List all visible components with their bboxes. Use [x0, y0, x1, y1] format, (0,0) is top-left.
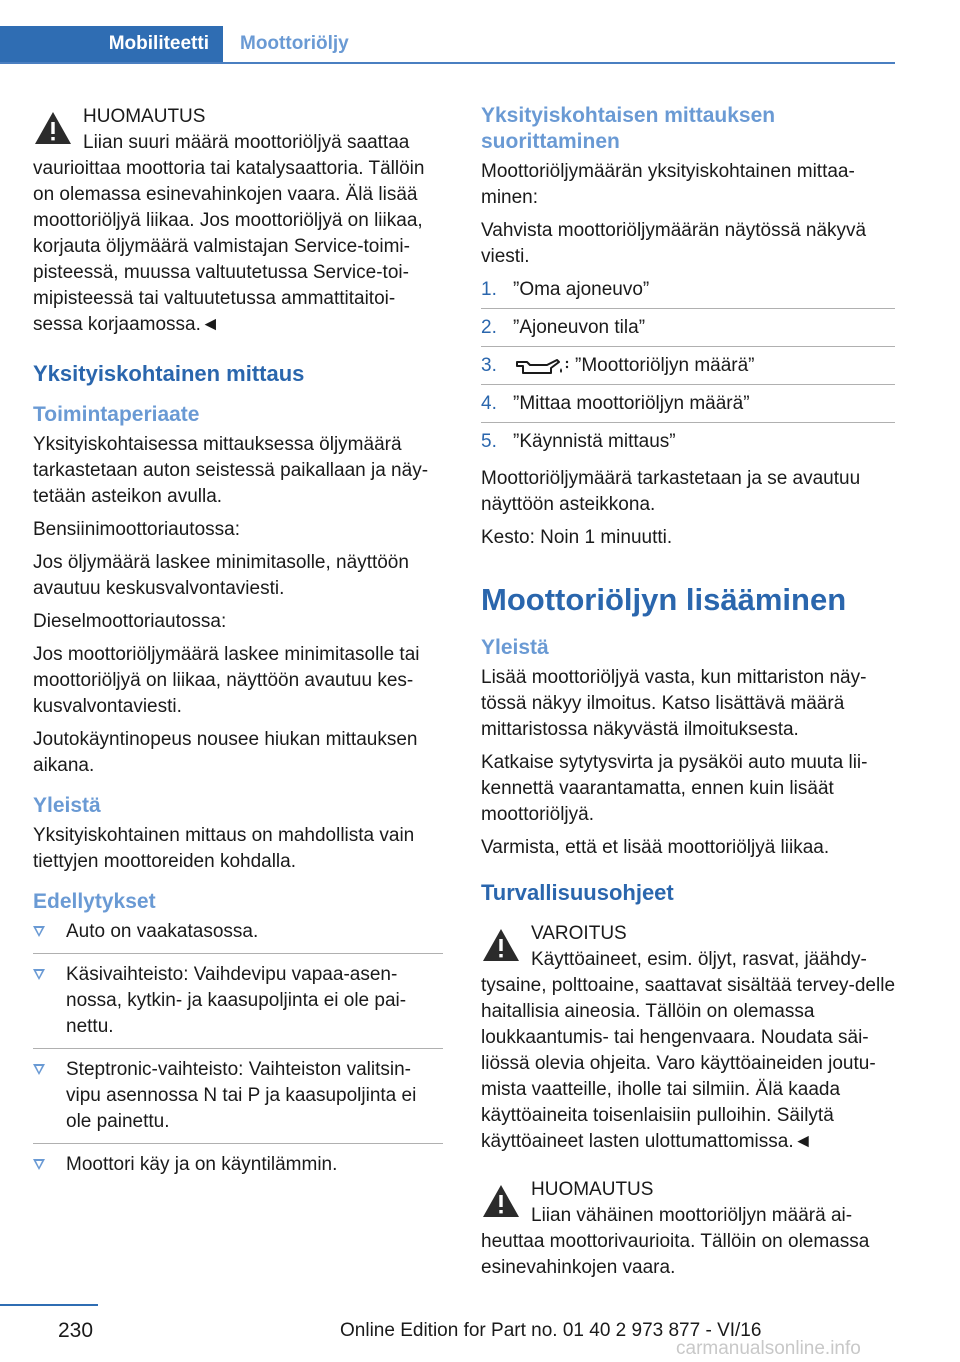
step-number: 4. [481, 393, 497, 414]
list-item-text: Moottori käy ja on käyntilämmin. [66, 1154, 338, 1175]
list-item [33, 962, 443, 1049]
warning-triangle-icon [481, 1183, 521, 1219]
step-text: ”Oma ajoneuvo” [513, 279, 650, 300]
paragraph: Varmista, että et lisää moottoriöljyä liikaa. [481, 837, 830, 858]
header-tabbar [0, 26, 895, 64]
list-item-text: Steptronic-vaihteisto: Vaihteiston valitsin-vipu asennossa N tai P ja kaasupoljinta ei ole painettu. [66, 1059, 417, 1132]
list-item [33, 919, 443, 954]
watermark: carmanualsonline.info [676, 1338, 861, 1359]
edition-text: Online Edition for Part no. 01 40 2 973 877 - VI/16 [340, 1320, 762, 1341]
paragraph: Dieselmoottoriautossa: [33, 611, 227, 632]
conditions-list [33, 919, 443, 1186]
warning-body: tysaine, polttoaine, saattavat sisältää tervey-delle haitallisia aineosia. Tällöin on olemassa loukkaantumis- tai hengenvaara. Noudata säi-liössä olevia ohjeita. Varo käyttöaineiden joutu-mista vaatteille, iholle tai silmiin. Älä kaada käyttöaineita toisenlaisiin pulloihin. Säilytä käyttöaineet lasten ulottumattomissa.◄ [481, 975, 896, 1152]
paragraph: Kesto: Noin 1 minuutti. [481, 527, 673, 548]
paragraph: Joutokäyntinopeus nousee hiukan mittauksen aikana. [33, 729, 418, 776]
paragraph: Moottoriöljymäärän yksityiskohtainen mittaa-minen: [481, 161, 855, 208]
notice-block [33, 100, 443, 338]
general-heading: Yleistä [33, 794, 101, 817]
step-text: ”Mittaa moottoriöljyn määrä” [513, 393, 750, 414]
general-heading: Yleistä [481, 636, 549, 659]
footer-rule [0, 1304, 98, 1306]
notice-title: HUOMAUTUS [83, 106, 206, 127]
notice-body: heuttaa moottorivaurioita. Tällöin on olemassa esinevahinkojen vaara. [481, 1231, 870, 1278]
step-text: ”Moottoriöljyn määrä” [575, 355, 755, 376]
notice-first-line: Liian suuri määrä moottoriöljyä saattaa [83, 132, 410, 153]
left-column [33, 100, 443, 1194]
list-item [33, 1152, 443, 1186]
paragraph: Jos moottoriöljymäärä laskee minimitasolle tai moottoriöljyä on liikaa, näyttöön avautuu kes-kusvalvontaviesti. [33, 644, 420, 717]
paragraph: Katkaise sytytysvirta ja pysäköi auto muuta lii-kennettä vaarantamatta, ennen kuin lisäät moottoriöljyä. [481, 752, 868, 825]
warning-triangle-icon [481, 927, 521, 963]
perform-heading: Yksityiskohtaisen mittauksen suorittaminen [481, 104, 776, 153]
step-text: ”Käynnistä mittaus” [513, 431, 676, 452]
steps-list [481, 277, 895, 460]
step-number: 5. [481, 431, 497, 452]
triangle-bullet-icon [33, 969, 45, 980]
paragraph: Lisää moottoriöljyä vasta, kun mittariston näy-tössä näkyy ilmoitus. Katso lisättävä määrä mittaristossa näkyvästä ilmoituksesta. [481, 667, 867, 740]
list-item-text: Auto on vaakatasossa. [66, 921, 259, 942]
step-number: 3. [481, 355, 497, 376]
warning-first-line: Käyttöaineet, esim. öljyt, rasvat, jäähdy- [531, 949, 867, 970]
step-number: 1. [481, 279, 497, 300]
oil-can-icon [513, 356, 569, 376]
page-number: 230 [58, 1319, 94, 1342]
step-item [481, 277, 895, 309]
notice-body: vaurioittaa moottoria tai katalysaattoria. Tällöin on olemassa esinevahinkojen vaara. Älä lisää moottoriöljyä liikaa. Jos moottoriöljyä on liikaa, korjauta öljymäärä valmistajan Service-toimi-pisteessä, muussa valtuutetussa Service-toi-mipisteessä tai valtuutetussa ammattitaitoi-sessa korjaamossa.◄ [33, 158, 425, 335]
right-column [481, 100, 895, 1289]
triangle-bullet-icon [33, 1064, 45, 1075]
paragraph: Yksityiskohtaisessa mittauksessa öljymäärä tarkastetaan auton seistessä paikallaan ja näy-tetään asteikon avulla. [33, 434, 429, 507]
principle-heading: Toimintaperiaate [33, 403, 200, 426]
step-number: 2. [481, 317, 497, 338]
conditions-heading: Edellytykset [33, 890, 156, 913]
tab-mobiliteetti[interactable]: Mobiliteetti [0, 26, 223, 62]
warning-block [481, 917, 895, 1155]
paragraph: Jos öljymäärä laskee minimitasolle, näyttöön avautuu keskusvalvontaviesti. [33, 552, 409, 599]
triangle-bullet-icon [33, 926, 45, 937]
tab-moottorioljy[interactable]: Moottoriöljy [240, 33, 349, 54]
notice-title: HUOMAUTUS [531, 1179, 654, 1200]
triangle-bullet-icon [33, 1159, 45, 1170]
list-item-text: Käsivaihteisto: Vaihdevipu vapaa-asen-nossa, kytkin- ja kaasupoljinta ei ole pai-nettu. [66, 964, 407, 1037]
step-text: ”Ajoneuvon tila” [513, 317, 646, 338]
notice-first-line: Liian vähäinen moottoriöljyn määrä ai- [531, 1205, 853, 1226]
step-item [481, 429, 895, 460]
step-item [481, 391, 895, 423]
list-item [33, 1057, 443, 1144]
paragraph: Moottoriöljymäärä tarkastetaan ja se avautuu näyttöön asteikkona. [481, 468, 861, 515]
paragraph: Bensiinimoottoriautossa: [33, 519, 240, 540]
safety-heading: Turvallisuusohjeet [481, 880, 674, 905]
step-item [481, 315, 895, 347]
notice-block [481, 1173, 895, 1281]
warning-triangle-icon [33, 110, 73, 146]
section-title: Yksityiskohtainen mittaus [33, 361, 305, 386]
paragraph: Vahvista moottoriöljymäärän näytössä näkyvä viesti. [481, 220, 867, 267]
main-heading: Moottoriöljyn lisääminen [481, 582, 847, 617]
warning-title: VAROITUS [531, 923, 627, 944]
paragraph: Yksityiskohtainen mittaus on mahdollista vain tiettyjen moottoreiden kohdalla. [33, 825, 415, 872]
step-item [481, 353, 895, 385]
